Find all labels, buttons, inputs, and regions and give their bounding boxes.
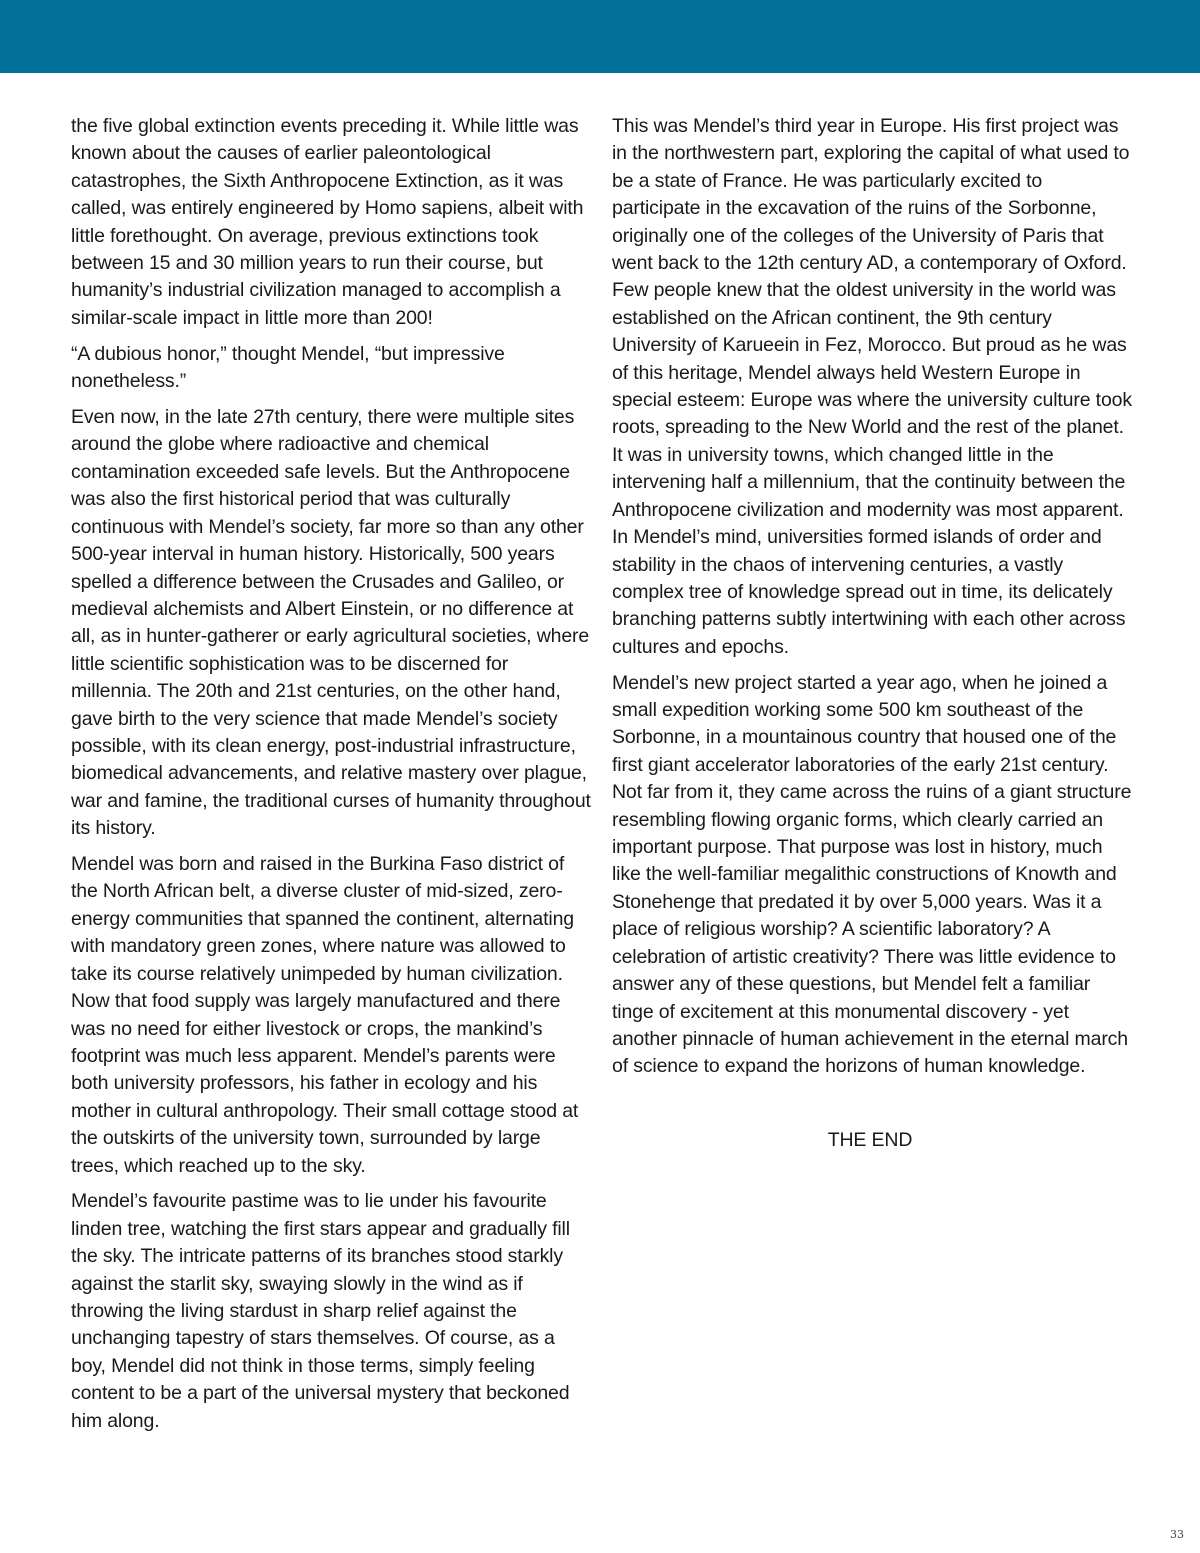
paragraph: This was Mendel’s third year in Europe. His first project was in the northwestern part, exploring the capital of what used to be a state of France. He was particularly excited to participate in the excavation of the ruins of the Sorbonne, originally one of the colleges of the University of Paris that went back to the 12th century AD, a contemporary of Oxford. Few people knew that the oldest university in the world was established on the African continent, the 9th century University of Karueein in Fez, Morocco. But proud as he was of this heritage, Mendel always held Western Europe in special esteem: Europe was where the university culture took roots, spreading to the New World and the rest of the planet. It was in university towns, which changed little in the intervening half a millennium, that the continuity between the Anthropocene civilization and modernity was most apparent. In Mendel’s mind, universities formed islands of order and stability in the chaos of intervening centuries, a vastly complex tree of knowledge spread out in time, its delicately branching patterns subtly intertwining with each other across cultures and epochs. <box>612 115 1132 658</box>
page-number: 33 <box>1170 1528 1184 1541</box>
paragraph: Mendel’s favourite pastime was to lie under his favourite linden tree, watching the first stars appear and gradually fill the sky. The intricate patterns of its branches stood starkly against the starlit sky, swaying slowly in the wind as if throwing the living stardust in sharp relief against the unchanging tapestry of stars themselves. Of course, as a boy, Mendel did not think in those terms, simply feeling content to be a part of the universal mystery that beckoned him along. <box>71 1190 570 1432</box>
paragraph: the five global extinction events preceding it. While little was known about the causes of earlier paleontological catastrophes, the Sixth Anthropocene Extinction, as it was called, was entirely engineered by Homo sapiens, albeit with little forethought. On average, previous extinctions took between 15 and 30 million years to run their course, but humanity’s industrial civilization managed to accomplish a similar-scale impact in little more than 200! <box>71 115 584 329</box>
left-column <box>71 113 593 1444</box>
paragraph: Even now, in the late 27th century, there were multiple sites around the globe where radioactive and chemical contamination exceeded safe levels. But the Anthropocene was also the first historical period that was culturally continuous with Mendel’s society, far more so than any other 500-year interval in human history. Historically, 500 years spelled a difference between the Crusades and Galileo, or medieval alchemists and Albert Einstein, or no difference at all, as in hunter-gatherer or early agricultural societies, where little scientific sophistication was to be discerned for millennia. The 20th and 21st centuries, on the other hand, gave birth to the very science that made Mendel’s society possible, with its clean energy, post-industrial infrastructure, biomedical advancements, and relative mastery over plague, war and famine, the traditional curses of humanity throughout its history. <box>71 406 591 840</box>
right-column <box>612 113 1134 1154</box>
paragraph: Mendel was born and raised in the Burkina Faso district of the North African belt, a diverse cluster of mid-sized, zero-energy communities that spanned the continent, alternating with mandatory green zones, where nature was allowed to take its course relatively unimpeded by human civilization. Now that food supply was largely manufactured and there was no need for either livestock or crops, the mankind’s footprint was much less apparent. Mendel’s parents were both university professors, his father in ecology and his mother in cultural anthropology. Their small cottage stood at the outskirts of the university town, surrounded by large trees, which reached up to the sky. <box>71 853 579 1177</box>
the-end-label: THE END <box>827 1128 913 1151</box>
paragraph: “A dubious honor,” thought Mendel, “but impressive nonetheless.” <box>71 342 505 393</box>
header-band <box>0 0 1200 73</box>
paragraph: Mendel’s new project started a year ago, when he joined a small expedition working some 500 km southeast of the Sorbonne, in a mountainous country that housed one of the first giant accelerator laboratories of the early 21st century. Not far from it, they came across the ruins of a giant structure resembling flowing organic forms, which clearly carried an important purpose. That purpose was lost in history, much like the well-familiar megalithic constructions of Knowth and Stonehenge that predated it by over 5,000 years. Was it a place of religious worship? A scientific laboratory? A celebration of artistic creativity? There was little evidence to answer any of these questions, but Mendel felt a familiar tinge of excitement at this monumental discovery - yet another pinnacle of human achievement in the eternal march of science to expand the horizons of human knowledge. <box>612 671 1132 1078</box>
